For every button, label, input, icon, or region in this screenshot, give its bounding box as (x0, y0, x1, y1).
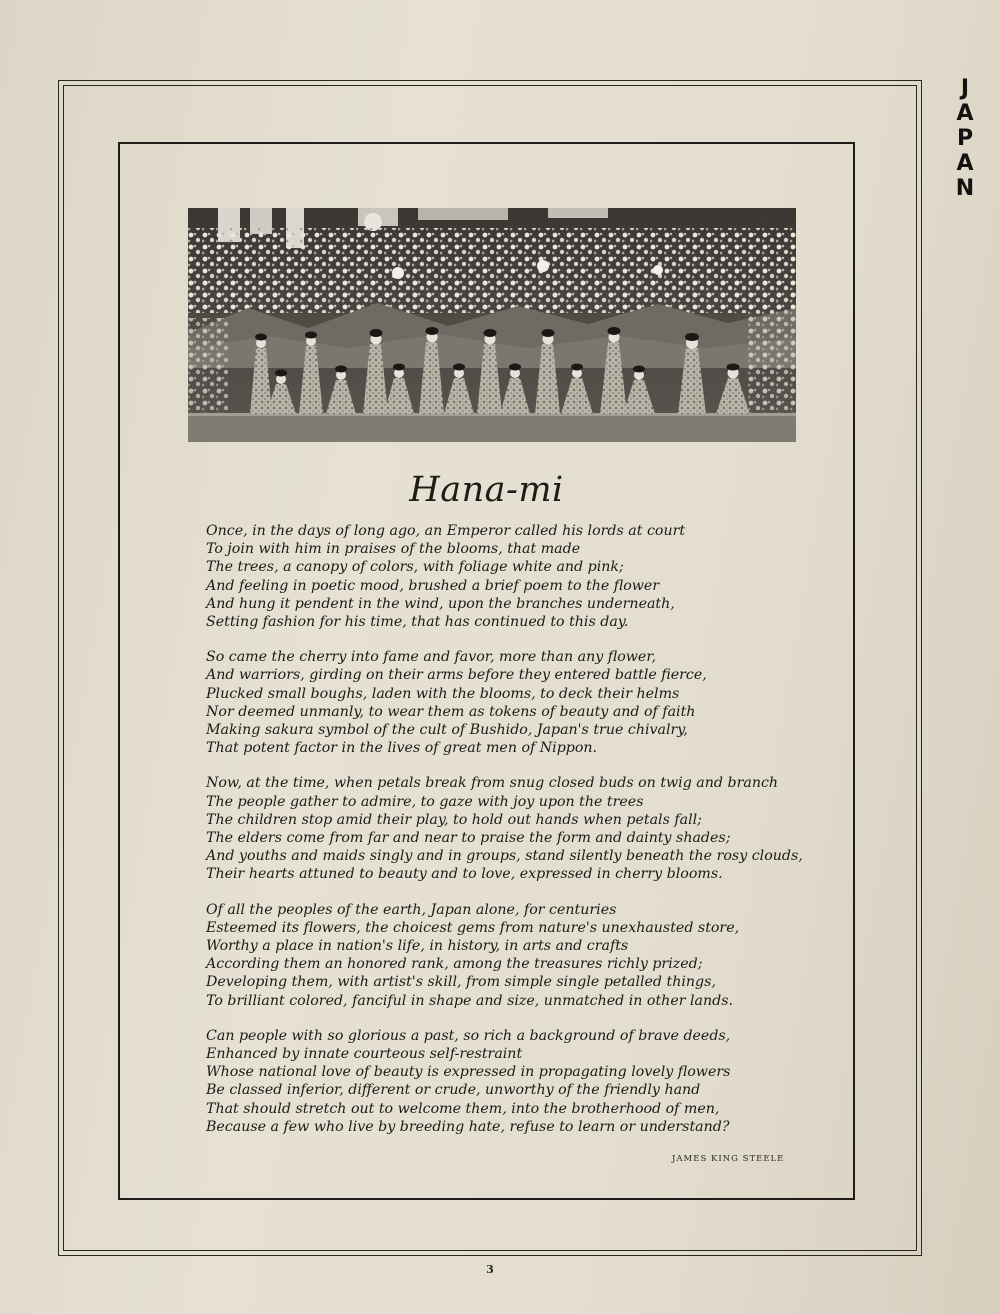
poem-line: To brilliant colored, fanciful in shape and size, unmatched in other lands. (206, 992, 734, 1009)
poem-line: Setting fashion for his time, that has continued to this day. (206, 614, 629, 631)
poem-line: Because a few who live by breeding hate, refuse to learn or understand? (206, 1118, 730, 1135)
side-label-letter: N (955, 176, 975, 201)
poem-line: Plucked small boughs, laden with the blooms, to deck their helms (206, 685, 680, 702)
side-label-letter: A (956, 151, 974, 176)
poem-line: The children stop amid their play, to hold out hands when petals fall; (206, 811, 702, 828)
poem-stanza (206, 522, 806, 631)
poem-line: The people gather to admire, to gaze with joy upon the trees (206, 793, 644, 810)
poem-line: And youths and maids singly and in groups, stand silently beneath the rosy clouds, (206, 848, 803, 865)
poem-line: According them an honored rank, among the treasures richly prized; (206, 956, 703, 973)
page-number: 3 (486, 1263, 494, 1276)
photo-illustration (188, 208, 796, 442)
poem-line: Whose national love of beauty is expressed in propagating lovely flowers (206, 1064, 731, 1081)
poem-stanza (206, 648, 806, 757)
side-label-letter: A (956, 101, 974, 126)
poem-body (206, 522, 806, 1153)
poem-stanza (206, 901, 806, 1010)
poem-title: Hana-mi (409, 470, 564, 510)
poem-line: That potent factor in the lives of great men of Nippon. (206, 740, 598, 757)
poem-line: Once, in the days of long ago, an Emperor called his lords at court (206, 523, 686, 539)
poem-line: That should stretch out to welcome them, into the brotherhood of men, (206, 1100, 720, 1117)
poem-line: Esteemed its flowers, the choicest gems from nature's unexhausted store, (206, 919, 740, 936)
poem-stanza (206, 1027, 806, 1136)
poem-line: Their hearts attuned to beauty and to love, expressed in cherry blooms. (206, 866, 723, 883)
poem-line: So came the cherry into fame and favor, more than any flower, (206, 649, 657, 666)
stage-photograph (188, 208, 796, 442)
poem-line: Of all the peoples of the earth, Japan alone, for centuries (206, 901, 617, 918)
poem-line: Nor deemed unmanly, to wear them as tokens of beauty and of faith (206, 703, 696, 720)
poem-line: Making sakura symbol of the cult of Bushido, Japan's true chivalry, (206, 722, 688, 739)
side-label-letter: P (956, 126, 974, 151)
side-label-letter: J (960, 76, 970, 101)
poem-line: The elders come from far and near to praise the form and dainty shades; (206, 830, 731, 847)
side-label-japan (950, 76, 980, 201)
poem-line: And feeling in poetic mood, brushed a brief poem to the flower (206, 577, 660, 594)
poem-line: Now, at the time, when petals break from snug closed buds on twig and branch (206, 775, 779, 792)
poem-line: Enhanced by innate courteous self-restraint (206, 1046, 523, 1063)
poem-stanza (206, 774, 806, 883)
poem-line: The trees, a canopy of colors, with foliage white and pink; (206, 559, 624, 576)
poem-line: Be classed inferior, different or crude, unworthy of the friendly hand (206, 1082, 701, 1099)
poem-line: Can people with so glorious a past, so rich a background of brave deeds, (206, 1027, 731, 1044)
poem-line: Worthy a place in nation's life, in history, in arts and crafts (206, 938, 629, 955)
poem-line: Developing them, with artist's skill, from simple single petalled things, (206, 974, 716, 991)
poem-line: And hung it pendent in the wind, upon the branches underneath, (206, 595, 675, 612)
poem-line: And warriors, girding on their arms before they entered battle fierce, (206, 667, 707, 684)
author-credit: JAMES KING STEELE (672, 1154, 785, 1164)
poem-line: To join with him in praises of the blooms, that made (206, 541, 581, 558)
